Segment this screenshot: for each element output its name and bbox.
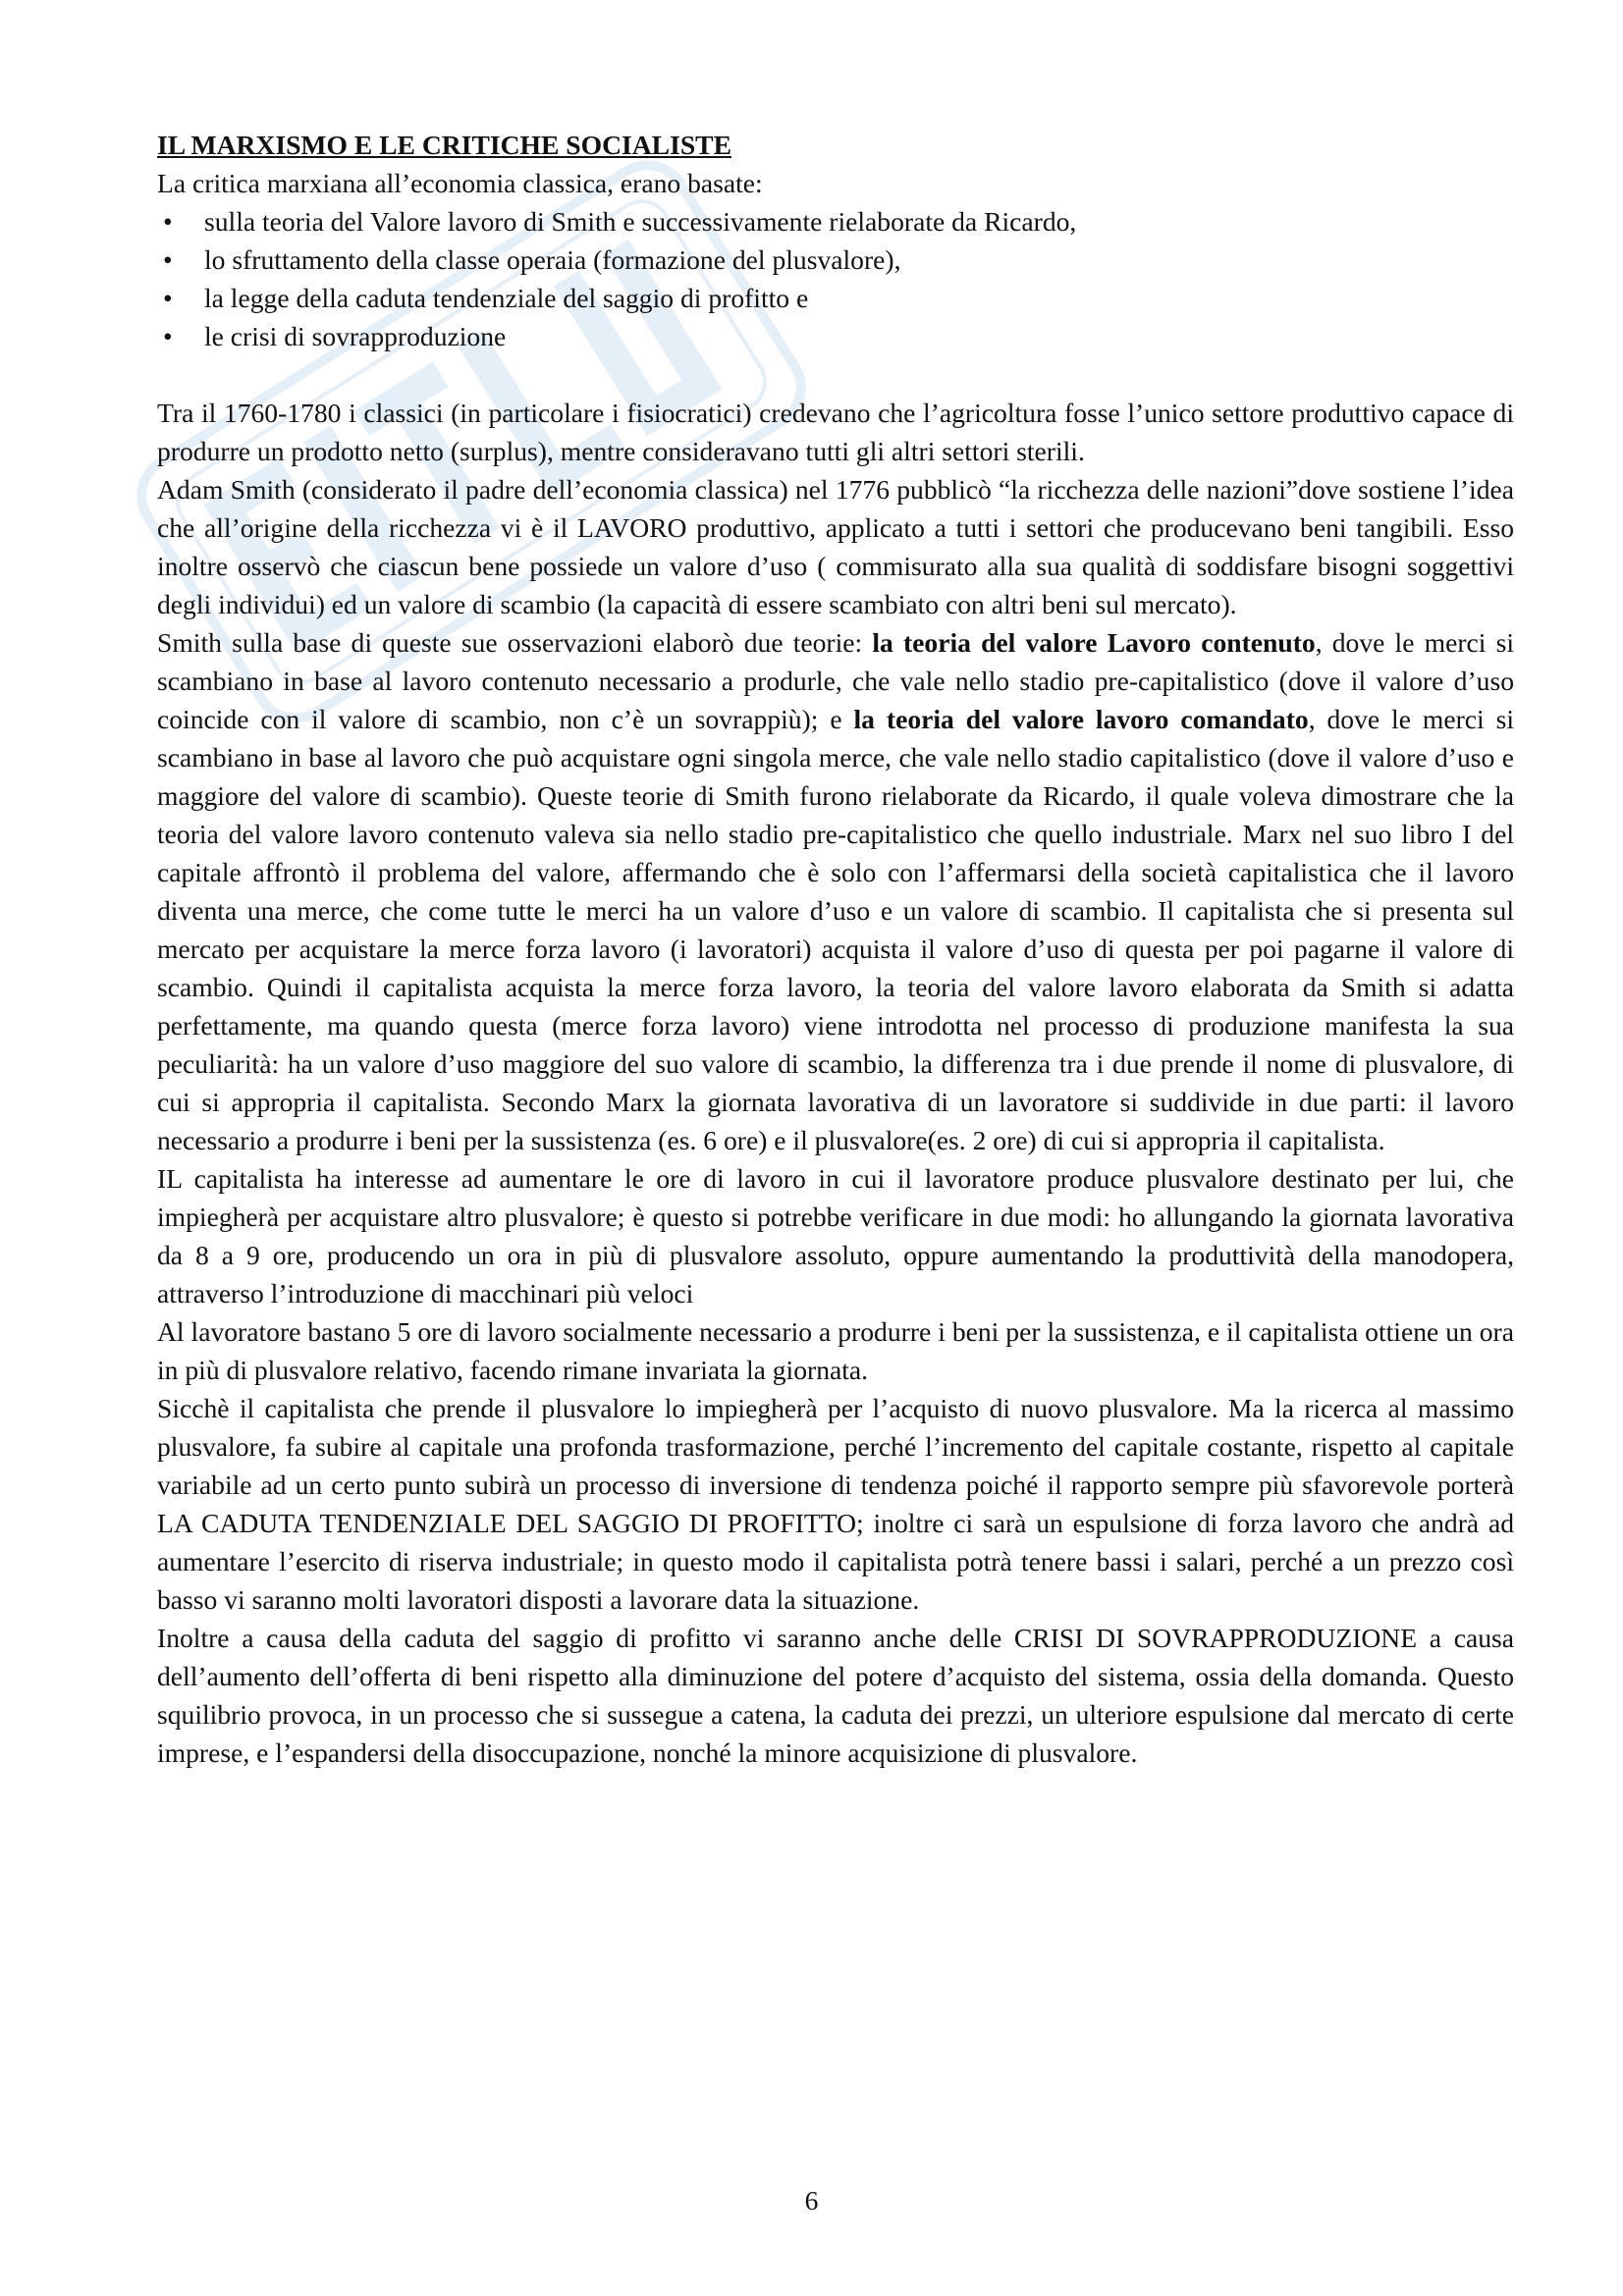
paragraph-text: , dove le merci si scambiano in base al lavoro contenuto necessario a produrle, che vale nello stadio pre-capitalistico (dove il valore d’uso coincide con il valore di scambio, non c’è un sovrappiù); e — [157, 627, 1514, 734]
bullet-glyph: • — [163, 244, 173, 275]
page-number: 6 — [804, 2185, 819, 2216]
list-item-text: la legge della caduta tendenziale del saggio di profitto e — [204, 283, 809, 313]
paragraph-text: Smith sulla base di queste sue osservazioni elaborò due teorie: — [157, 627, 873, 658]
list-item — [157, 202, 1514, 240]
bullet-list — [157, 202, 1514, 355]
list-item-text: lo sfruttamento della classe operaia (formazione del plusvalore), — [204, 244, 901, 275]
document-body — [157, 126, 1514, 1772]
document-title: IL MARXISMO E LE CRITICHE SOCIALISTE — [157, 130, 731, 160]
blank-line — [157, 355, 1514, 394]
paragraph-overproduction-crisis: Inoltre a causa della caduta del saggio di profitto vi saranno anche delle CRISI DI SOVRAPPRODUZIONE a causa dell’aumento dell’offerta di beni rispetto alla diminuzione del potere d’acquisto del sistema, ossia della domanda. Questo squilibrio provoca, in un processo che si sussegue a catena, la caduta dei prezzi, un ulteriore espulsione dal mercato di certe imprese, e l’espandersi della disoccupazione, nonché la minore acquisizione di plusvalore. — [157, 1623, 1514, 1768]
bullet-glyph: • — [163, 321, 173, 351]
intro-line: La critica marxiana all’economia classica, erano basate: — [157, 168, 763, 198]
paragraph-value-theories — [157, 623, 1514, 1159]
bold-term-labour-contained: la teoria del valore Lavoro contenuto — [872, 627, 1316, 658]
paragraph-adam-smith: Adam Smith (considerato il padre dell’economia classica) nel 1776 pubblicò “la ricchezza delle nazioni”dove sostiene l’idea che all’origine della ricchezza vi è il LAVORO produttivo, applicato a tutti i settori che producevano beni tangibili. Esso inoltre osservò che ciascun bene possiede un valore d’uso ( commisurato alla sua qualità di soddisfare bisogni soggettivi degli individui) ed un valore di scambio (la capacità di essere scambiato con altri beni sul mercato). — [157, 474, 1514, 619]
list-item-text: le crisi di sovrapproduzione — [204, 321, 507, 351]
bullet-glyph: • — [163, 206, 173, 237]
paragraph-falling-profit-rate: Sicchè il capitalista che prende il plusvalore lo impiegherà per l’acquisto di nuovo plusvalore. Ma la ricerca al massimo plusvalore, fa subire al capitale una profonda trasformazione, perché l’incremento del capitale costante, rispetto al capitale variabile ad un certo punto subirà un processo di inversione di tendenza poiché il rapporto sempre più sfavorevole porterà LA CADUTA TENDENZIALE DEL SAGGIO DI PROFITTO; inoltre ci sarà un espulsione di forza lavoro che andrà ad aumentare l’esercito di riserva industriale; in questo modo il capitalista potrà tenere bassi i salari, perché a un prezzo così basso vi saranno molti lavoratori disposti a lavorare data la situazione. — [157, 1393, 1514, 1615]
bold-term-labour-commanded: la teoria del valore lavoro comandato — [853, 704, 1309, 734]
paragraph-relative-surplus: Al lavoratore bastano 5 ore di lavoro socialmente necessario a produrre i beni per la sussistenza, e il capitalista ottiene un ora in più di plusvalore relativo, facendo rimane invariata la giornata. — [157, 1316, 1514, 1385]
bullet-glyph: • — [163, 283, 173, 313]
paragraph-capitalist-interest: IL capitalista ha interesse ad aumentare le ore di lavoro in cui il lavoratore produce plusvalore destinato per lui, che impiegherà per acquistare altro plusvalore; è questo si potrebbe verificare in due modi: ho allungando la giornata lavorativa da 8 a 9 ore, producendo un ora in più di plusvalore assoluto, oppure aumentando la produttività della manodopera, attraverso l’introduzione di macchinari più veloci — [157, 1163, 1514, 1308]
paragraph-text: , dove le merci si scambiano in base al lavoro che può acquistare ogni singola merce, che vale nello stadio capitalistico (dove il valore d’uso e maggiore del valore di scambio). Queste teorie di Smith furono rielaborate da Ricardo, il quale voleva dimostrare che la teoria del valore lavoro contenuto valeva sia nello stadio pre-capitalistico che quello industriale. Marx nel suo libro I del capitale affrontò il problema del valore, affermando che è solo con l’affermarsi della società capitalistica che il lavoro diventa una merce, che come tutte le merci ha un valore d’uso e un valore di scambio. Il capitalista che si presenta sul mercato per acquistare la merce forza lavoro (i lavoratori) acquista il valore d’uso di questa per poi pagarne il valore di scambio. Quindi il capitalista acquista la merce forza lavoro, la teoria del valore lavoro elaborata da Smith si adatta perfettamente, ma quando questa (merce forza lavoro) viene introdotta nel processo di produzione manifesta la sua peculiarità: ha un valore d’uso maggiore del suo valore di scambio, la differenza tra i due prende il nome di plusvalore, di cui si appropria il capitalista. Secondo Marx la giornata lavorativa di un lavoratore si suddivide in due parti: il lavoro necessario a produrre i beni per la sussistenza (es. 6 ore) e il plusvalore(es. 2 ore) di cui si appropria il capitalista. — [157, 704, 1515, 1155]
list-item — [157, 240, 1514, 279]
list-item — [157, 279, 1514, 317]
list-item — [157, 317, 1514, 355]
list-item-text: sulla teoria del Valore lavoro di Smith e successivamente rielaborate da Ricardo, — [204, 206, 1077, 237]
paragraph-physiocrats: Tra il 1760-1780 i classici (in particolare i fisiocratici) credevano che l’agricoltura fosse l’unico settore produttivo capace di produrre un prodotto netto (surplus), mentre consideravano tutti gli altri settori sterili. — [157, 398, 1514, 466]
